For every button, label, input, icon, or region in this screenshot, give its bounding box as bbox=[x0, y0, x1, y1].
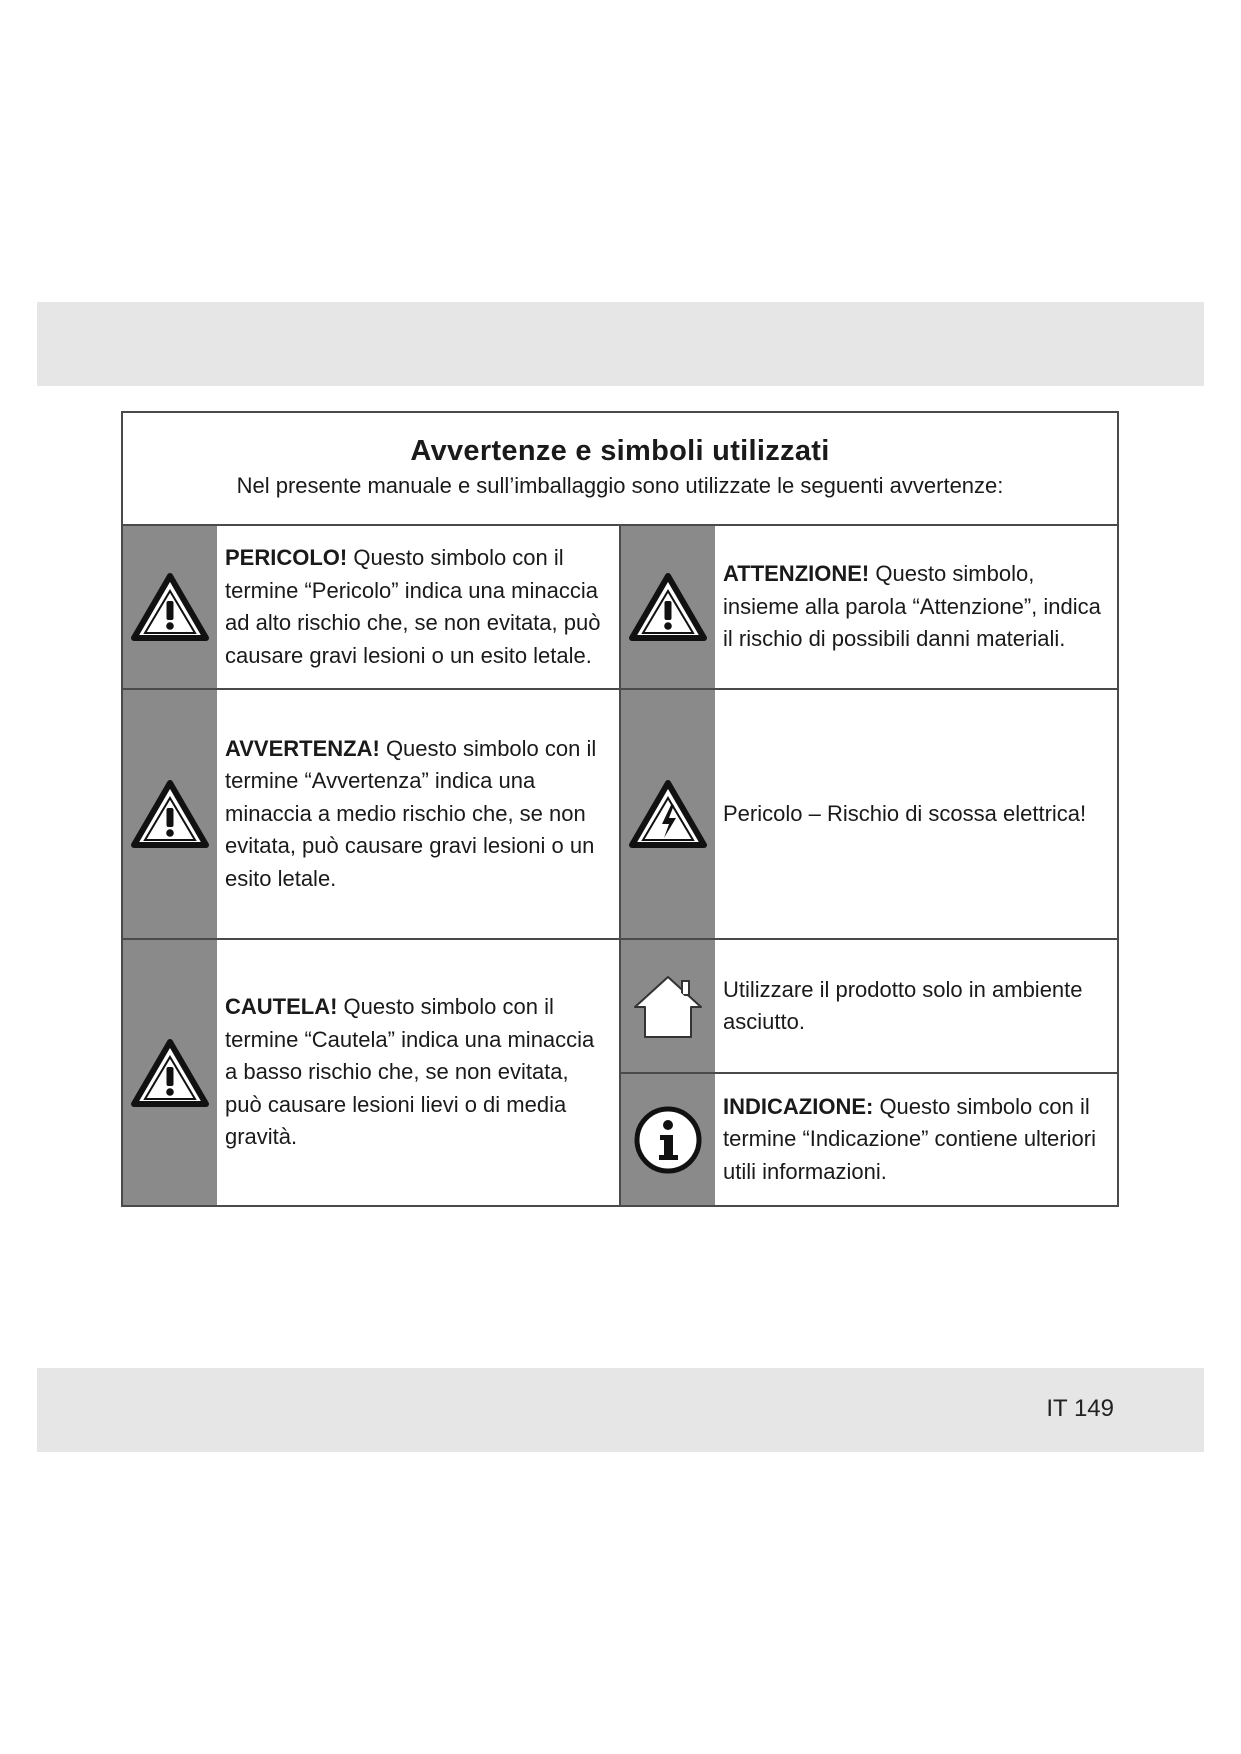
house-icon bbox=[629, 971, 707, 1041]
info-icon bbox=[633, 1105, 703, 1175]
cell-avvertenza bbox=[123, 688, 621, 938]
warning-triangle-icon bbox=[629, 572, 707, 642]
description: Questo simbolo con il termine “Avvertenza” indica una minaccia a medio rischio che, se non evitata, può causare gravi lesioni o un esito letale. bbox=[225, 735, 597, 891]
electric-shock-icon bbox=[629, 779, 707, 849]
signal-word: CAUTELA! bbox=[225, 994, 338, 1020]
cell-text bbox=[225, 690, 609, 938]
warning-symbols-table bbox=[121, 411, 1119, 1207]
cell-text bbox=[225, 940, 609, 1205]
cell-text bbox=[225, 526, 609, 688]
cell-text bbox=[723, 690, 1107, 938]
cell-text bbox=[723, 1074, 1107, 1205]
warning-triangle-icon bbox=[131, 779, 209, 849]
page-number: IT 149 bbox=[1046, 1395, 1114, 1422]
page-title: Avvertenze e simboli utilizzati bbox=[410, 435, 830, 467]
cell-indicazione bbox=[621, 1072, 1117, 1205]
cell-asciutto bbox=[621, 938, 1117, 1072]
cell-cautela bbox=[123, 938, 621, 1205]
cell-text bbox=[723, 526, 1107, 688]
icon-column bbox=[621, 1074, 715, 1205]
icon-column bbox=[123, 526, 217, 688]
cell-text bbox=[723, 940, 1107, 1072]
description: Utilizzare il prodotto solo in ambiente asciutto. bbox=[723, 976, 1083, 1034]
signal-word: ATTENZIONE! bbox=[723, 561, 870, 587]
signal-word: INDICAZIONE: bbox=[723, 1093, 874, 1119]
description: Pericolo – Rischio di scossa elettrica! bbox=[723, 800, 1087, 826]
icon-column bbox=[621, 690, 715, 938]
warning-triangle-icon bbox=[131, 572, 209, 642]
top-band bbox=[37, 302, 1204, 386]
icon-column bbox=[621, 940, 715, 1072]
warning-triangle-icon bbox=[131, 1038, 209, 1108]
signal-word: PERICOLO! bbox=[225, 545, 348, 570]
cell-elettrica bbox=[621, 688, 1117, 938]
table-header bbox=[123, 413, 1117, 526]
bottom-band bbox=[37, 1368, 1204, 1452]
cell-attenzione bbox=[621, 526, 1117, 688]
description: Questo simbolo con il termine “Pericolo” indica una minaccia ad alto rischio che, se non evitata, può causare gravi lesioni o un esito letale. bbox=[225, 545, 601, 668]
description: Questo simbolo con il termine “Indicazione” contiene ulteriori utili informazioni. bbox=[723, 1093, 1096, 1184]
icon-column bbox=[123, 940, 217, 1205]
icon-column bbox=[123, 690, 217, 938]
page-subtitle: Nel presente manuale e sull’imballaggio sono utilizzate le seguenti avvertenze: bbox=[236, 473, 1004, 498]
description: Questo simbolo con il termine “Cautela” indica una minaccia a basso rischio che, se non evitata, può causare lesioni lievi o di media gravità. bbox=[225, 994, 595, 1150]
signal-word: AVVERTENZA! bbox=[225, 735, 380, 761]
cell-pericolo bbox=[123, 526, 621, 688]
icon-column bbox=[621, 526, 715, 688]
description: Questo simbolo, insieme alla parola “Attenzione”, indica il rischio di possibili danni materiali. bbox=[723, 561, 1101, 652]
